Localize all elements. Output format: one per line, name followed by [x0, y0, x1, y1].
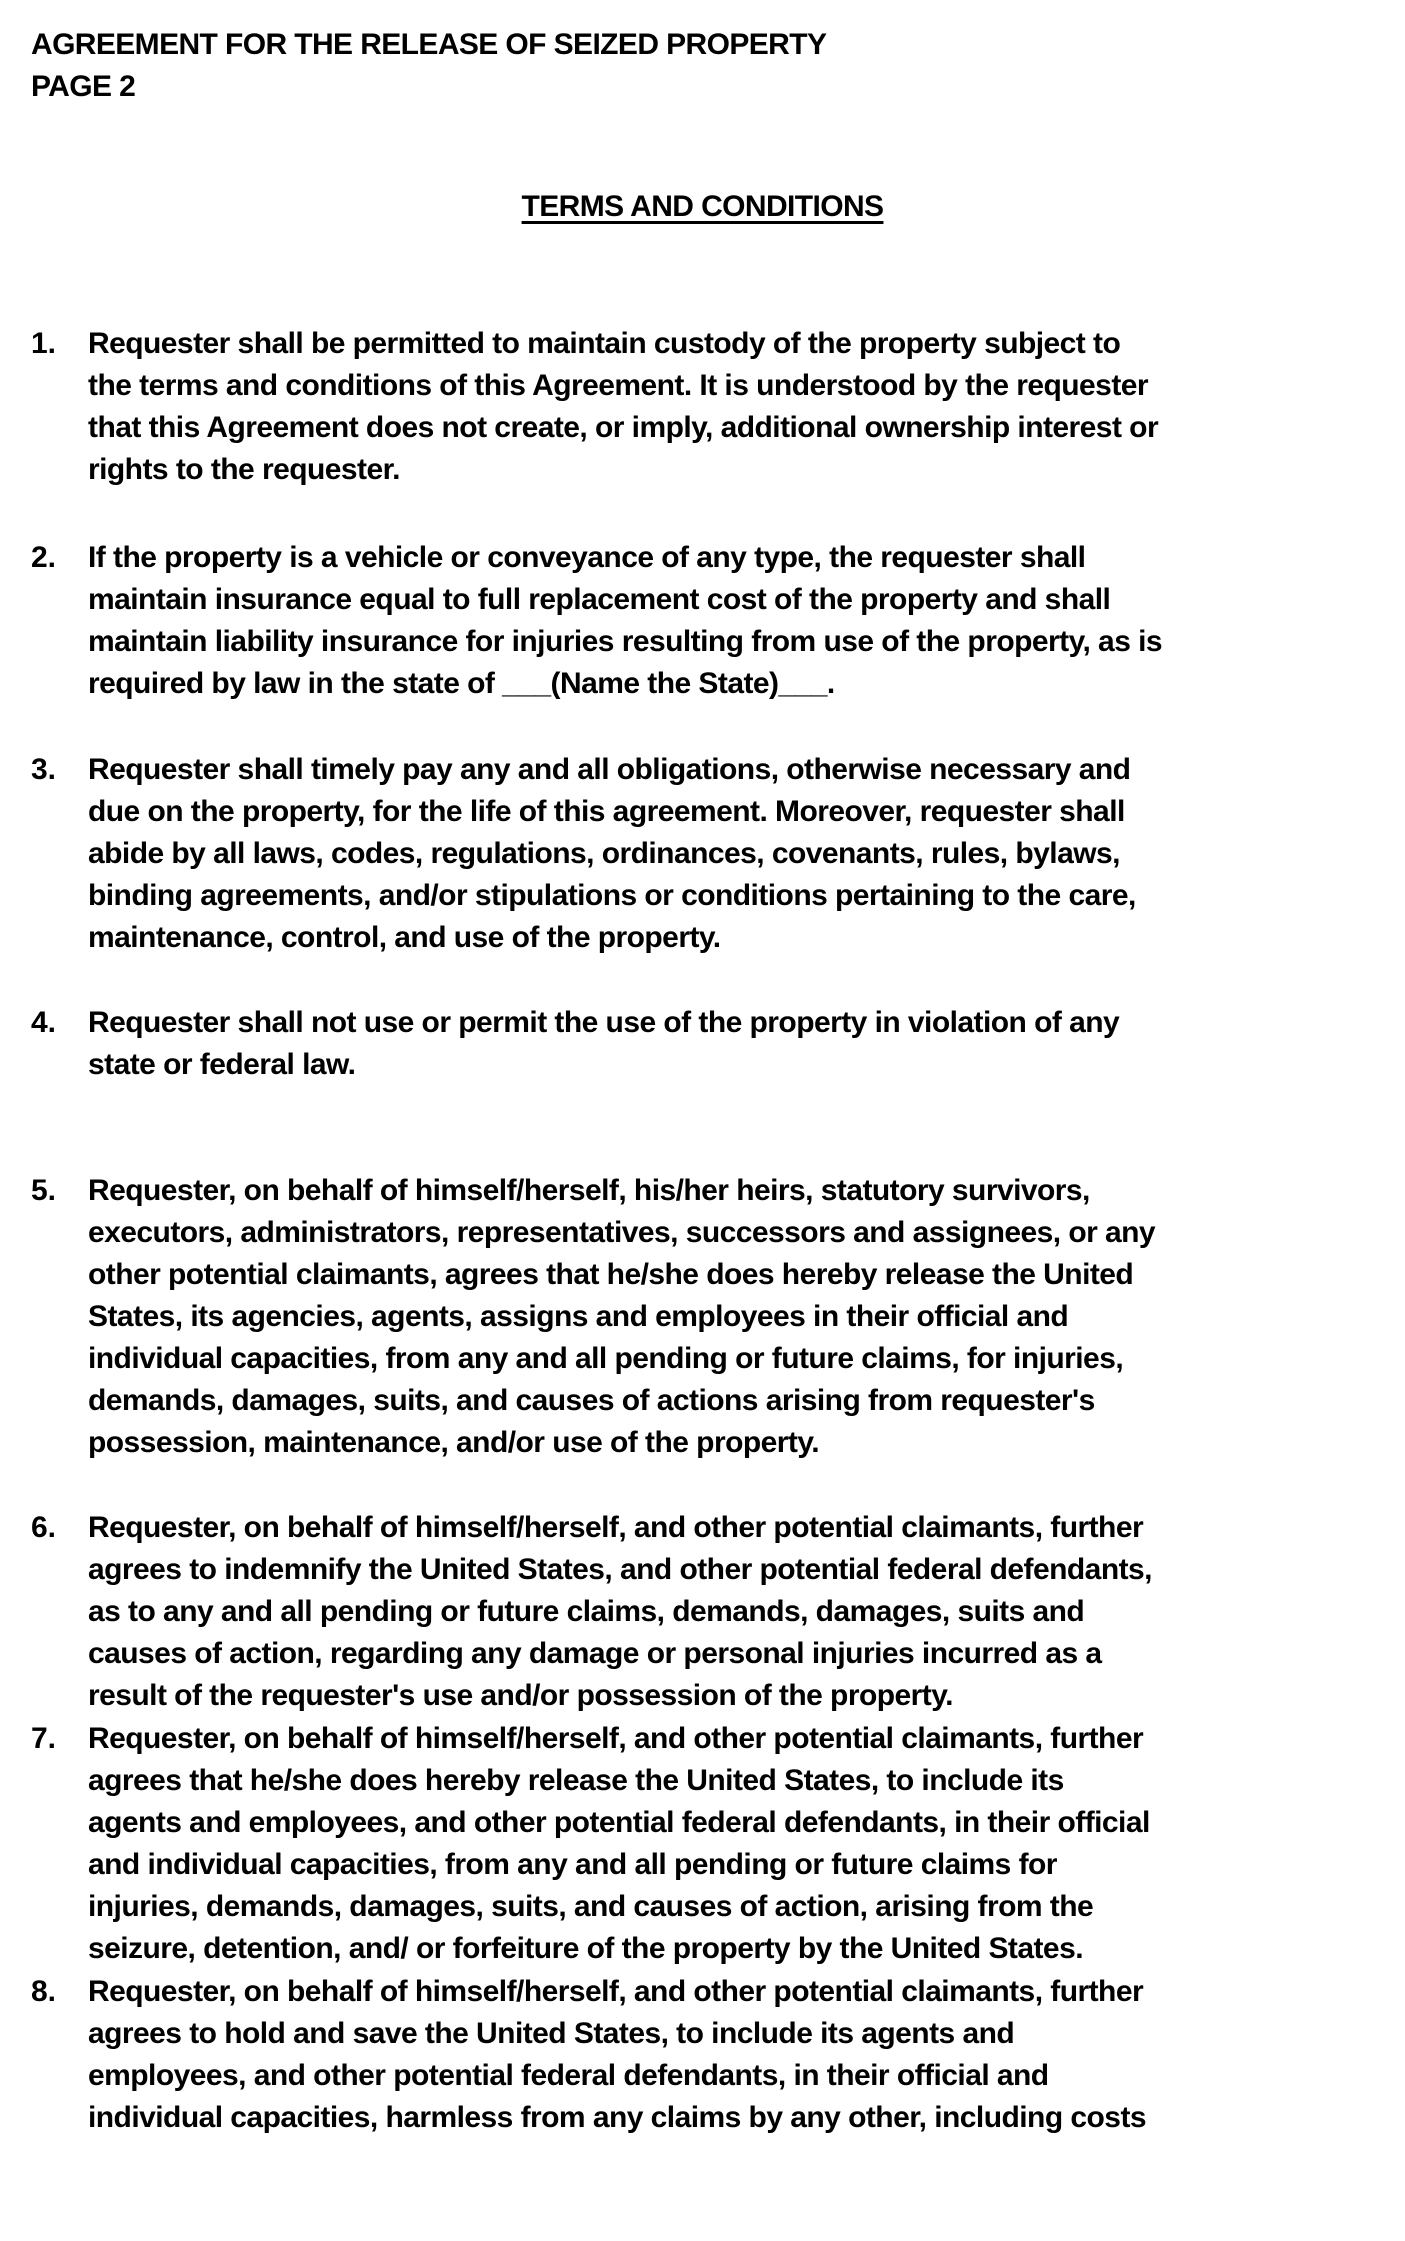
- term-line: state or federal law.: [88, 1048, 356, 1081]
- term-line: States, its agencies, agents, assigns and employees in their official and: [88, 1300, 1069, 1333]
- term-line: demands, damages, suits, and causes of actions arising from requester's: [88, 1384, 1095, 1417]
- term-line: executors, administrators, representatives, successors and assignees, or any: [88, 1216, 1156, 1249]
- term-number: 5.: [31, 1174, 57, 1207]
- term-line: maintenance, control, and use of the property.: [88, 921, 721, 954]
- term-line: and individual capacities, from any and all pending or future claims for: [88, 1848, 1057, 1881]
- term-number: 6.: [31, 1511, 57, 1544]
- term-text: [88, 749, 1136, 959]
- term-line: employees, and other potential federal defendants, in their official and: [88, 2059, 1049, 2092]
- term-line: possession, maintenance, and/or use of the property.: [88, 1426, 820, 1459]
- term-line: maintain insurance equal to full replacement cost of the property and shall: [88, 583, 1111, 616]
- term-line: result of the requester's use and/or possession of the property.: [88, 1679, 953, 1712]
- term-line: seizure, detention, and/ or forfeiture of the property by the United States.: [88, 1932, 1083, 1965]
- term-line: Requester shall be permitted to maintain custody of the property subject to: [88, 327, 1121, 360]
- term-number: 1.: [31, 327, 57, 360]
- term-line: the terms and conditions of this Agreement. It is understood by the requester: [88, 369, 1149, 402]
- term-line: Requester shall timely pay any and all obligations, otherwise necessary and: [88, 753, 1131, 786]
- term-line: due on the property, for the life of this agreement. Moreover, requester shall: [88, 795, 1125, 828]
- term-line: Requester shall not use or permit the use of the property in violation of any: [88, 1006, 1120, 1039]
- term-line: agrees to indemnify the United States, and other potential federal defendants,: [88, 1553, 1152, 1586]
- document-title: AGREEMENT FOR THE RELEASE OF SEIZED PROPERTY: [31, 28, 827, 61]
- term-line: Requester, on behalf of himself/herself, and other potential claimants, further: [88, 1722, 1144, 1755]
- term-line: agrees that he/she does hereby release the United States, to include its: [88, 1764, 1064, 1797]
- term-line: If the property is a vehicle or conveyance of any type, the requester shall: [88, 541, 1086, 574]
- term-text: [88, 1507, 1152, 1717]
- term-text: [88, 1971, 1146, 2139]
- term-text: [88, 537, 1162, 705]
- term-line: required by law in the state of ___(Name the State)___.: [88, 667, 835, 700]
- term-line: causes of action, regarding any damage or personal injuries incurred as a: [88, 1637, 1102, 1670]
- term-text: [88, 1002, 1119, 1086]
- term-line: individual capacities, harmless from any claims by any other, including costs: [88, 2101, 1147, 2134]
- term-number: 8.: [31, 1975, 57, 2008]
- term-text: [88, 323, 1158, 491]
- term-line: individual capacities, from any and all pending or future claims, for injuries,: [88, 1342, 1124, 1375]
- term-text: [88, 1718, 1150, 1970]
- term-line: binding agreements, and/or stipulations or conditions pertaining to the care,: [88, 879, 1136, 912]
- term-text: [88, 1170, 1155, 1464]
- page-number: PAGE 2: [31, 70, 136, 103]
- term-line: maintain liability insurance for injuries resulting from use of the property, as is: [88, 625, 1163, 658]
- term-line: other potential claimants, agrees that he/she does hereby release the United: [88, 1258, 1134, 1291]
- term-line: rights to the requester.: [88, 453, 400, 486]
- term-line: injuries, demands, damages, suits, and causes of action, arising from the: [88, 1890, 1094, 1923]
- term-line: that this Agreement does not create, or imply, additional ownership interest or: [88, 411, 1159, 444]
- term-line: Requester, on behalf of himself/herself, and other potential claimants, further: [88, 1511, 1144, 1544]
- term-line: agents and employees, and other potential federal defendants, in their official: [88, 1806, 1150, 1839]
- term-line: Requester, on behalf of himself/herself, and other potential claimants, further: [88, 1975, 1144, 2008]
- term-number: 7.: [31, 1722, 57, 1755]
- term-number: 2.: [31, 541, 57, 574]
- term-number: 4.: [31, 1006, 57, 1039]
- term-line: Requester, on behalf of himself/herself, his/her heirs, statutory survivors,: [88, 1174, 1090, 1207]
- section-title-text: TERMS AND CONDITIONS: [521, 190, 884, 223]
- term-number: 3.: [31, 753, 57, 786]
- section-title: [0, 190, 1405, 224]
- term-line: as to any and all pending or future claims, demands, damages, suits and: [88, 1595, 1085, 1628]
- term-line: abide by all laws, codes, regulations, ordinances, covenants, rules, bylaws,: [88, 837, 1120, 870]
- term-line: agrees to hold and save the United States, to include its agents and: [88, 2017, 1015, 2050]
